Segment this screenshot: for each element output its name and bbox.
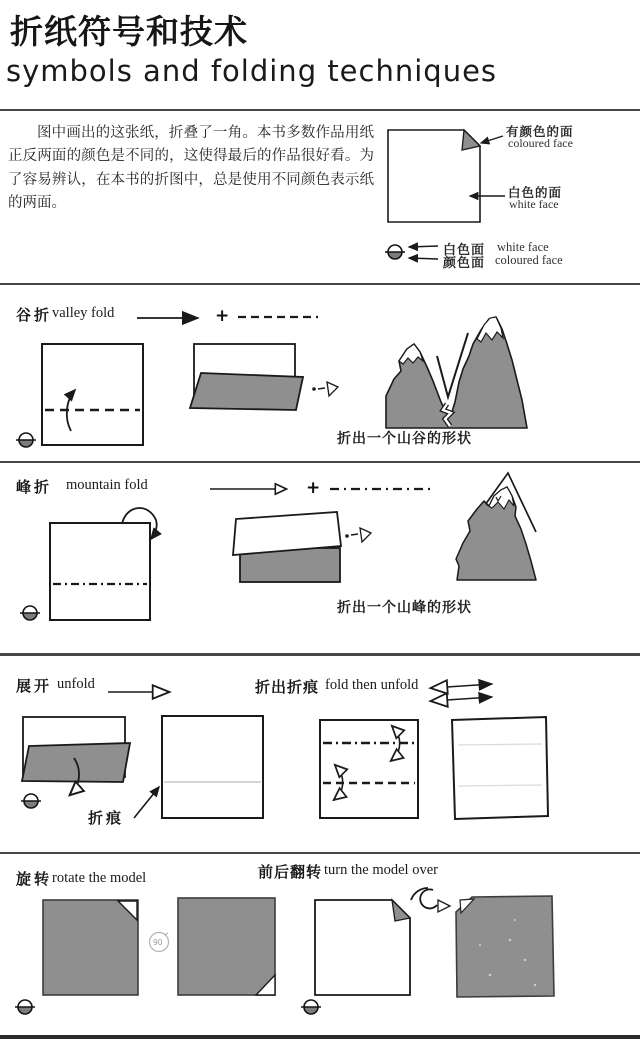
mountain-plus-sign: + bbox=[306, 478, 321, 498]
legend-coloured-en: coloured face bbox=[495, 253, 563, 267]
coloured-corner-flap bbox=[392, 900, 410, 921]
divider-intro bbox=[0, 283, 640, 285]
turnover-arrow bbox=[411, 888, 450, 912]
white-face-label-en: white face bbox=[509, 197, 559, 211]
turnover-title-en: turn the model over bbox=[324, 862, 438, 878]
crease-pointer bbox=[134, 787, 159, 818]
rotate-title-cn: 旋转 bbox=[16, 870, 53, 888]
fold-then-unfold-step2 bbox=[452, 717, 548, 819]
unfold-title-en: unfold bbox=[57, 676, 95, 692]
coloured-face-pointer bbox=[481, 136, 503, 143]
start-symbol bbox=[20, 606, 40, 620]
valley-illustration bbox=[386, 317, 527, 428]
fold-then-unfold-step1 bbox=[320, 720, 418, 818]
mountain-illustration bbox=[456, 473, 536, 580]
coloured-face-label-cn: 有颜色的面 bbox=[506, 124, 574, 139]
mountain-title-cn: 峰折 bbox=[16, 478, 53, 496]
folded-flap bbox=[190, 373, 303, 410]
intro-paragraph: 图中画出的这张纸，折叠了一角。本书多数作品用纸正反两面的颜色是不同的，这使得最后的作品很好看。为了容易辨认，在本书的折图中，总是使用不同颜色表示纸的两面。 bbox=[8, 125, 374, 212]
intro-legend-symbol bbox=[385, 245, 438, 259]
page-title-en: symbols and folding techniques bbox=[6, 54, 498, 88]
legend-coloured-cn: 颜色面 bbox=[443, 256, 486, 271]
valley-step2 bbox=[190, 344, 303, 410]
rotate-title-en: rotate the model bbox=[52, 870, 147, 886]
turnover-arrowhead bbox=[438, 900, 450, 912]
fold-then-unfold-symbols bbox=[432, 684, 492, 701]
mountain-title-en: mountain fold bbox=[66, 477, 148, 493]
legend-white-cn: 白色面 bbox=[443, 243, 486, 258]
divider-unfold bbox=[0, 852, 640, 854]
start-symbol bbox=[301, 1000, 321, 1014]
divider-mountain bbox=[0, 653, 640, 656]
start-symbol bbox=[15, 1000, 35, 1014]
valley-step1 bbox=[16, 344, 143, 447]
legend-white-en: white face bbox=[497, 240, 549, 254]
mountain-caption: 折出一个山峰的形状 bbox=[337, 600, 472, 616]
rotate-step2 bbox=[178, 898, 275, 995]
turnover-title-cn: 前后翻转 bbox=[258, 863, 323, 881]
crease-label: 折痕 bbox=[88, 809, 125, 827]
start-symbol bbox=[21, 794, 41, 808]
unfold-title-cn: 展开 bbox=[16, 677, 53, 695]
mountain-step2 bbox=[233, 512, 341, 582]
valley-title-en: valley fold bbox=[52, 305, 115, 321]
divider-valley bbox=[0, 461, 640, 463]
intro-paper-diagram bbox=[388, 130, 505, 222]
rotate-step1 bbox=[15, 900, 138, 1014]
fold-then-unfold-title-cn: 折出折痕 bbox=[255, 678, 320, 696]
unfold-step2 bbox=[162, 716, 263, 818]
coloured-corner-flap bbox=[462, 130, 480, 150]
unfold-step1 bbox=[21, 717, 159, 818]
valley-eye-symbol bbox=[312, 382, 338, 396]
mountain-eye-symbol bbox=[345, 528, 371, 542]
divider-bottom bbox=[0, 1035, 640, 1039]
start-symbol bbox=[16, 433, 36, 447]
white-face-label-cn: 白色的面 bbox=[508, 185, 563, 200]
rotate-degrees: 90 bbox=[153, 938, 163, 947]
fold-then-unfold-title-en: fold then unfold bbox=[325, 677, 419, 693]
valley-plus-sign: + bbox=[215, 306, 230, 326]
mountain-step1 bbox=[20, 508, 157, 620]
valley-caption: 折出一个山谷的形状 bbox=[337, 431, 472, 447]
page-title-cn: 折纸符号和技术 bbox=[10, 12, 248, 51]
divider-header bbox=[0, 109, 640, 111]
coloured-face-label-en: coloured face bbox=[508, 136, 573, 150]
valley-title-cn: 谷折 bbox=[16, 306, 53, 324]
turnover-step2 bbox=[456, 896, 554, 997]
turnover-step1 bbox=[301, 900, 410, 1014]
